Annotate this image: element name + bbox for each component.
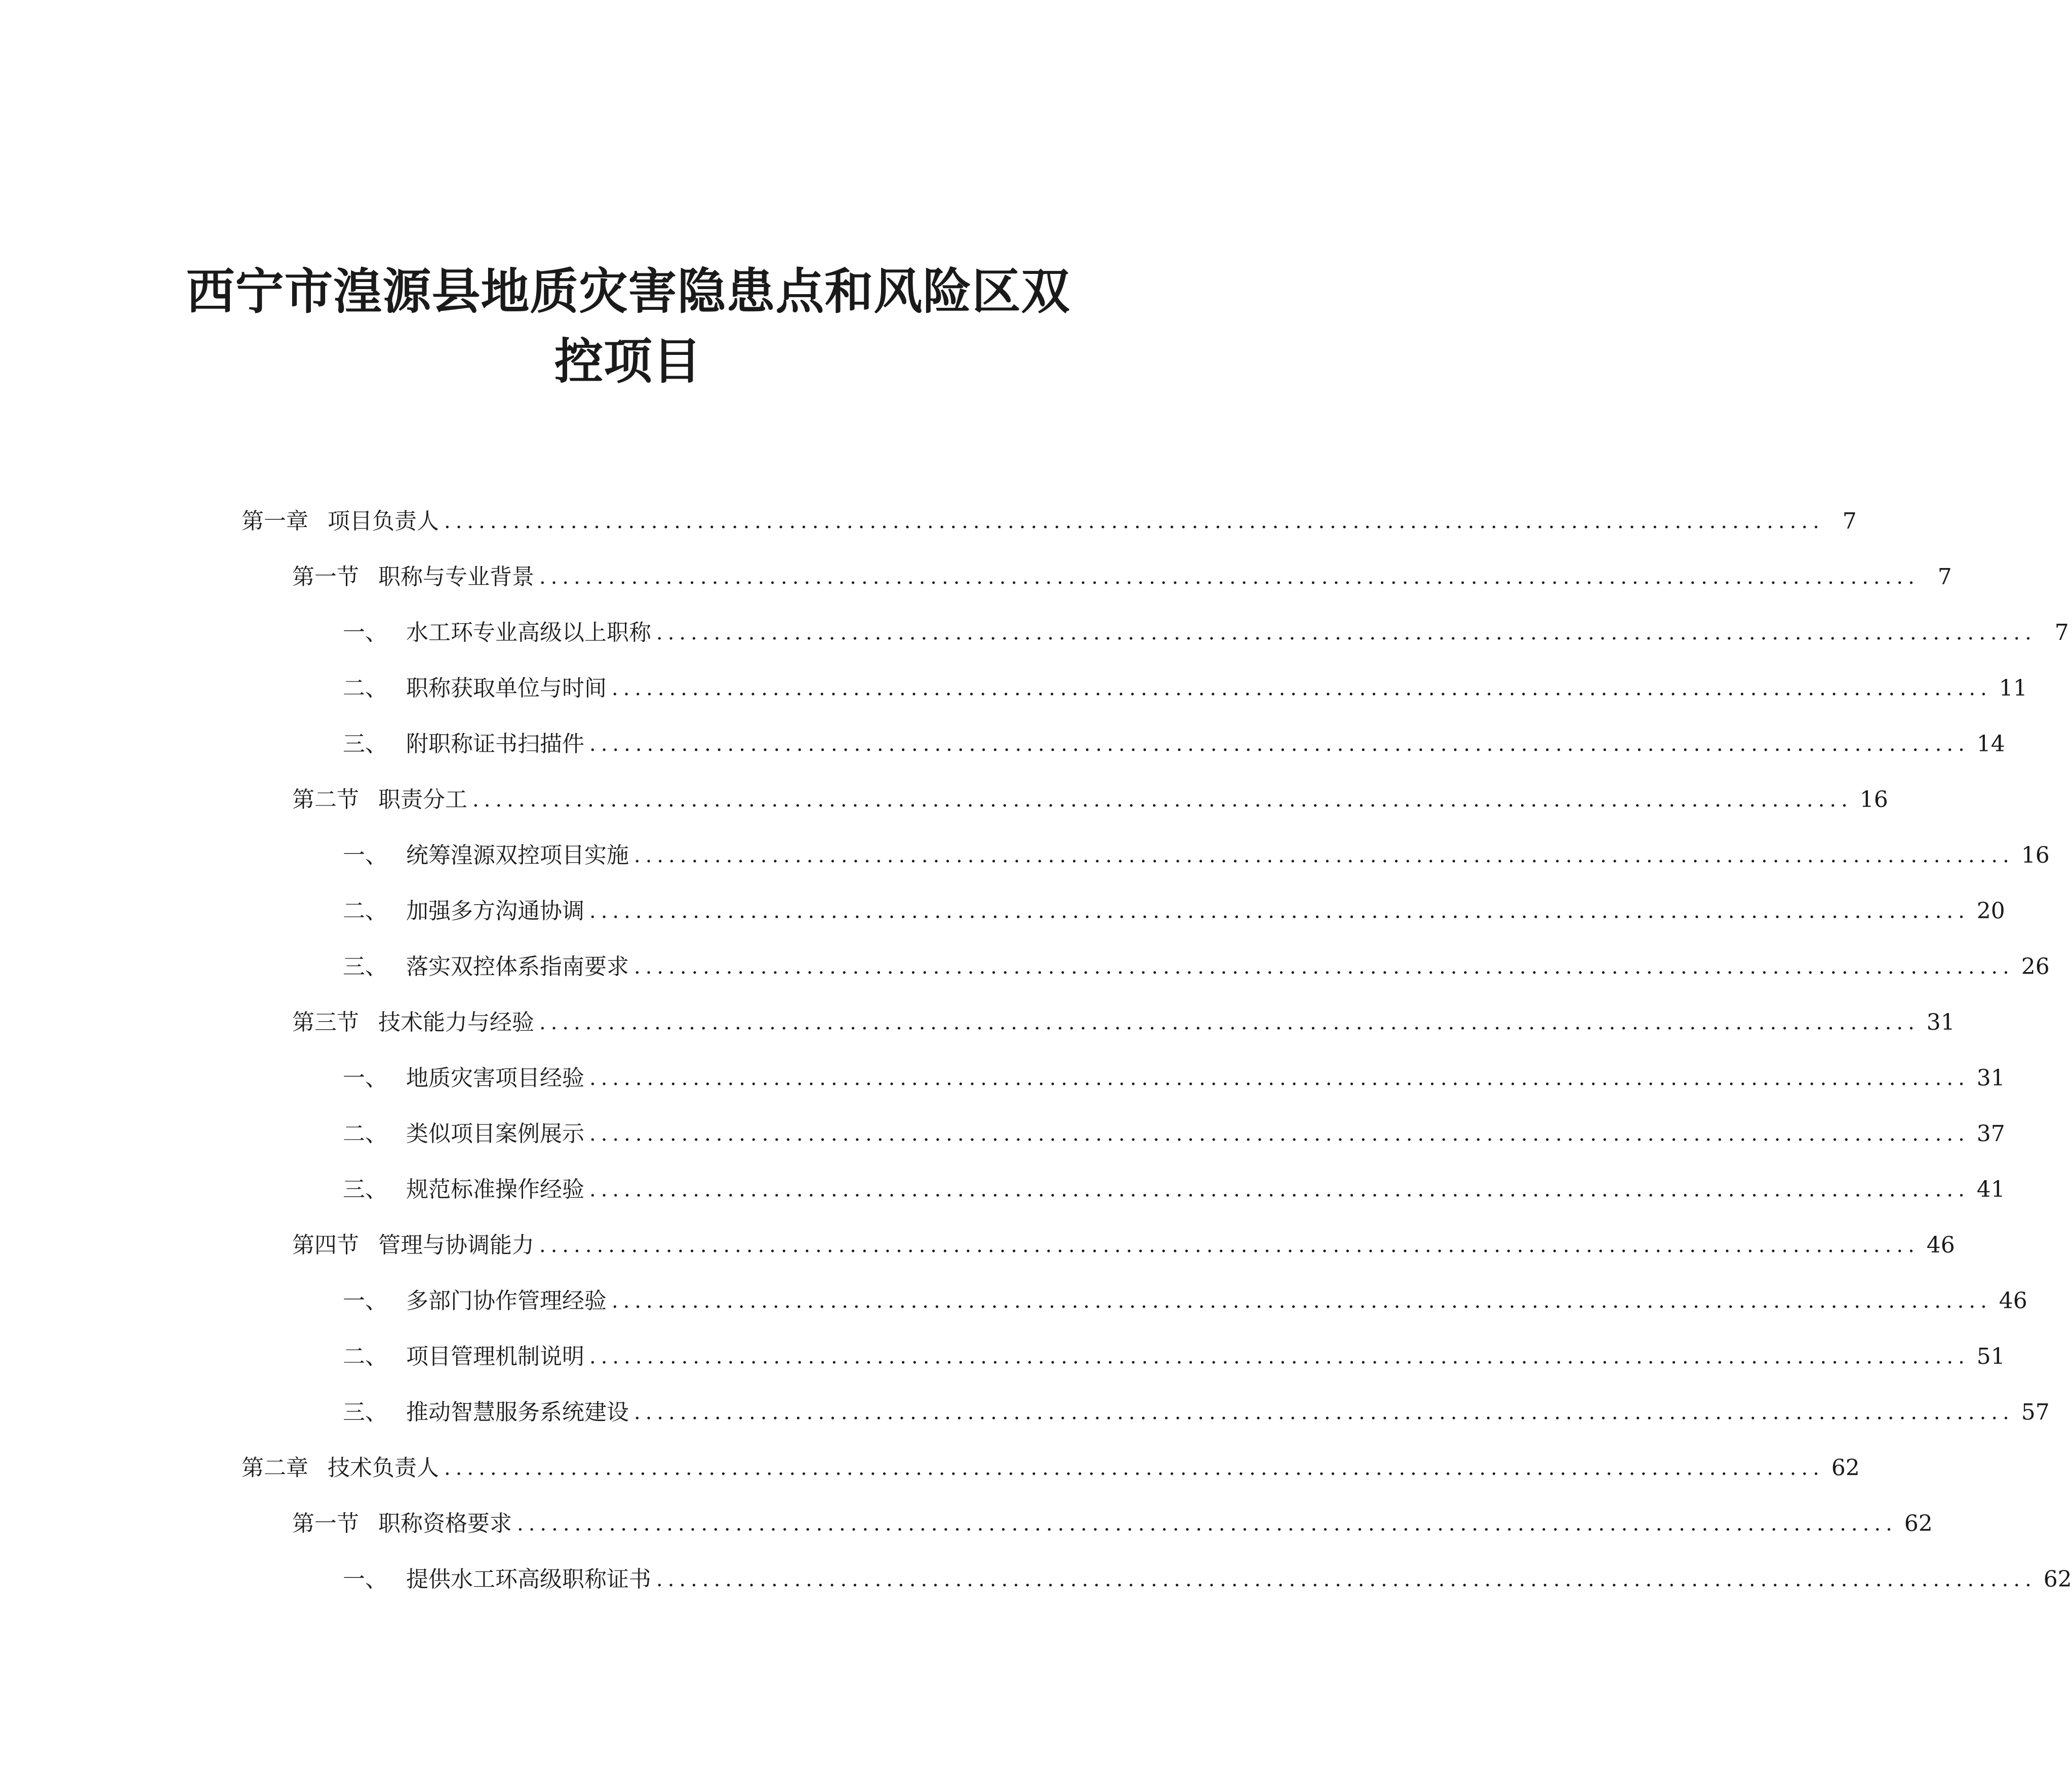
toc-page-number: 62 bbox=[1904, 1511, 1933, 1537]
toc-dot-leader: ........................................................................................................................ bbox=[634, 955, 2014, 979]
toc-page-number: 37 bbox=[1976, 1121, 2005, 1147]
toc-entry-number: 二、 bbox=[343, 1344, 387, 1369]
toc-entry-number: 一、 bbox=[343, 1288, 387, 1314]
toc-entry-label: 类似项目案例展示 bbox=[406, 1121, 584, 1147]
toc-entry-label: 多部门协作管理经验 bbox=[406, 1288, 607, 1314]
toc-dot-leader: ........................................................................................................................ bbox=[539, 1011, 1920, 1034]
toc-entry[interactable] bbox=[343, 673, 2027, 704]
toc-entry-number: 第一章 bbox=[242, 508, 308, 534]
toc-entry[interactable] bbox=[343, 1342, 2005, 1372]
toc-dot-leader: ........................................................................................................................ bbox=[589, 1122, 1970, 1146]
toc-entry[interactable] bbox=[343, 1564, 2072, 1595]
toc-entry-number: 第一节 bbox=[292, 564, 359, 590]
toc-entry-number: 三、 bbox=[343, 731, 387, 757]
toc-entry[interactable] bbox=[343, 1286, 2027, 1316]
toc-page-number: 57 bbox=[2021, 1399, 2050, 1425]
toc-entry-number: 二、 bbox=[343, 898, 387, 924]
toc-entry[interactable] bbox=[343, 952, 2050, 982]
toc-entry-number: 一、 bbox=[343, 620, 387, 645]
toc-page-number: 46 bbox=[1999, 1288, 2027, 1314]
toc-page-number: 20 bbox=[1976, 898, 2005, 924]
toc-entry-number: 第三节 bbox=[292, 1010, 359, 1035]
toc-entry[interactable] bbox=[292, 1509, 1933, 1539]
toc-entry[interactable] bbox=[292, 785, 1888, 815]
toc-entry[interactable] bbox=[242, 506, 1857, 537]
toc-page-number: 51 bbox=[1976, 1344, 2005, 1369]
toc-entry-label: 项目负责人 bbox=[328, 508, 439, 534]
toc-page-number: 16 bbox=[2021, 842, 2050, 868]
toc-dot-leader: ........................................................................................................................ bbox=[634, 1401, 2014, 1424]
toc-entry-label: 职称获取单位与时间 bbox=[406, 675, 607, 701]
toc-entry-number: 二、 bbox=[343, 1121, 387, 1147]
toc-page-number: 62 bbox=[1831, 1455, 1860, 1481]
toc-entry-number: 一、 bbox=[343, 1065, 387, 1091]
toc-dot-leader: ........................................................................................................................ bbox=[589, 900, 1970, 923]
toc-page-number: 62 bbox=[2043, 1566, 2072, 1592]
toc-dot-leader: ........................................................................................................................ bbox=[444, 1457, 1824, 1480]
toc-entry-label: 技术负责人 bbox=[328, 1455, 439, 1481]
document-title-line-2: 控项目 bbox=[554, 333, 702, 390]
toc-dot-leader: ........................................................................................................................ bbox=[539, 1234, 1920, 1257]
document-title-line-1: 西宁市湟源县地质灾害隐患点和风险区双 bbox=[186, 263, 1070, 320]
toc-dot-leader: ........................................................................................................................ bbox=[539, 566, 1920, 589]
toc-page-number: 11 bbox=[1999, 675, 2027, 701]
toc-entry-label: 管理与协调能力 bbox=[378, 1232, 534, 1258]
toc-entry[interactable] bbox=[343, 896, 2005, 926]
toc-entry-number: 三、 bbox=[343, 1399, 387, 1425]
toc-dot-leader: ........................................................................................................................ bbox=[472, 788, 1853, 812]
toc-entry-label: 加强多方沟通协调 bbox=[406, 898, 584, 924]
toc-entry-label: 地质灾害项目经验 bbox=[406, 1065, 584, 1091]
toc-page-number: 41 bbox=[1976, 1177, 2005, 1202]
toc-page-number: 7 bbox=[1842, 508, 1857, 534]
toc-dot-leader: ........................................................................................................................ bbox=[589, 733, 1970, 756]
toc-entry[interactable] bbox=[343, 729, 2005, 759]
toc-entry[interactable] bbox=[343, 618, 2069, 648]
toc-page-number: 31 bbox=[1926, 1010, 1955, 1035]
toc-page-number: 14 bbox=[1976, 731, 2005, 757]
toc-page-number: 7 bbox=[2054, 620, 2069, 645]
toc-entry-label: 落实双控体系指南要求 bbox=[406, 954, 629, 980]
toc-entry-label: 推动智慧服务系统建设 bbox=[406, 1399, 629, 1425]
toc-page-number: 26 bbox=[2021, 954, 2050, 980]
toc-page-number: 16 bbox=[1859, 787, 1888, 813]
toc-entry-label: 技术能力与经验 bbox=[378, 1010, 534, 1035]
toc-dot-leader: ........................................................................................................................ bbox=[589, 1178, 1970, 1201]
toc-dot-leader: ........................................................................................................................ bbox=[656, 621, 2037, 644]
toc-dot-leader: ........................................................................................................................ bbox=[612, 677, 1992, 700]
toc-entry-number: 三、 bbox=[343, 954, 387, 980]
toc-entry-label: 提供水工环高级职称证书 bbox=[406, 1566, 651, 1592]
toc-dot-leader: ........................................................................................................................ bbox=[656, 1568, 2037, 1591]
toc-page-number: 31 bbox=[1976, 1065, 2005, 1091]
toc-dot-leader: ........................................................................................................................ bbox=[589, 1345, 1970, 1368]
toc-entry[interactable] bbox=[292, 1230, 1955, 1261]
toc-entry[interactable] bbox=[292, 1007, 1955, 1038]
toc-entry-label: 职责分工 bbox=[378, 787, 467, 813]
toc-entry-label: 规范标准操作经验 bbox=[406, 1177, 584, 1202]
toc-entry-number: 二、 bbox=[343, 675, 387, 701]
toc-entry-number: 第一节 bbox=[292, 1511, 359, 1537]
toc-entry-number: 第二章 bbox=[242, 1455, 308, 1481]
toc-dot-leader: ........................................................................................................................ bbox=[612, 1289, 1992, 1313]
toc-entry-label: 附职称证书扫描件 bbox=[406, 731, 584, 757]
toc-entry-number: 第四节 bbox=[292, 1232, 359, 1258]
toc-entry[interactable] bbox=[292, 562, 1952, 592]
toc-page-number: 46 bbox=[1926, 1232, 1955, 1258]
toc-entry-label: 职称资格要求 bbox=[378, 1511, 512, 1537]
toc-entry-label: 项目管理机制说明 bbox=[406, 1344, 584, 1369]
toc-entry-number: 一、 bbox=[343, 842, 387, 868]
toc-entry-label: 水工环专业高级以上职称 bbox=[406, 620, 651, 645]
toc-entry[interactable] bbox=[343, 1119, 2005, 1149]
toc-entry[interactable] bbox=[343, 1063, 2005, 1094]
toc-dot-leader: ........................................................................................................................ bbox=[444, 510, 1824, 533]
toc-entry-number: 三、 bbox=[343, 1177, 387, 1202]
toc-entry[interactable] bbox=[343, 840, 2050, 871]
toc-entry[interactable] bbox=[242, 1453, 1860, 1483]
toc-entry[interactable] bbox=[343, 1397, 2050, 1428]
toc-entry[interactable] bbox=[343, 1175, 2005, 1205]
toc-dot-leader: ........................................................................................................................ bbox=[634, 844, 2014, 867]
toc-entry-label: 统筹湟源双控项目实施 bbox=[406, 842, 629, 868]
toc-entry-number: 第二节 bbox=[292, 787, 359, 813]
toc-entry-label: 职称与专业背景 bbox=[378, 564, 534, 590]
toc-entry-number: 一、 bbox=[343, 1566, 387, 1592]
toc-dot-leader: ........................................................................................................................ bbox=[589, 1067, 1970, 1090]
toc-page-number: 7 bbox=[1937, 564, 1952, 590]
toc-dot-leader: ........................................................................................................................ bbox=[517, 1512, 1897, 1536]
